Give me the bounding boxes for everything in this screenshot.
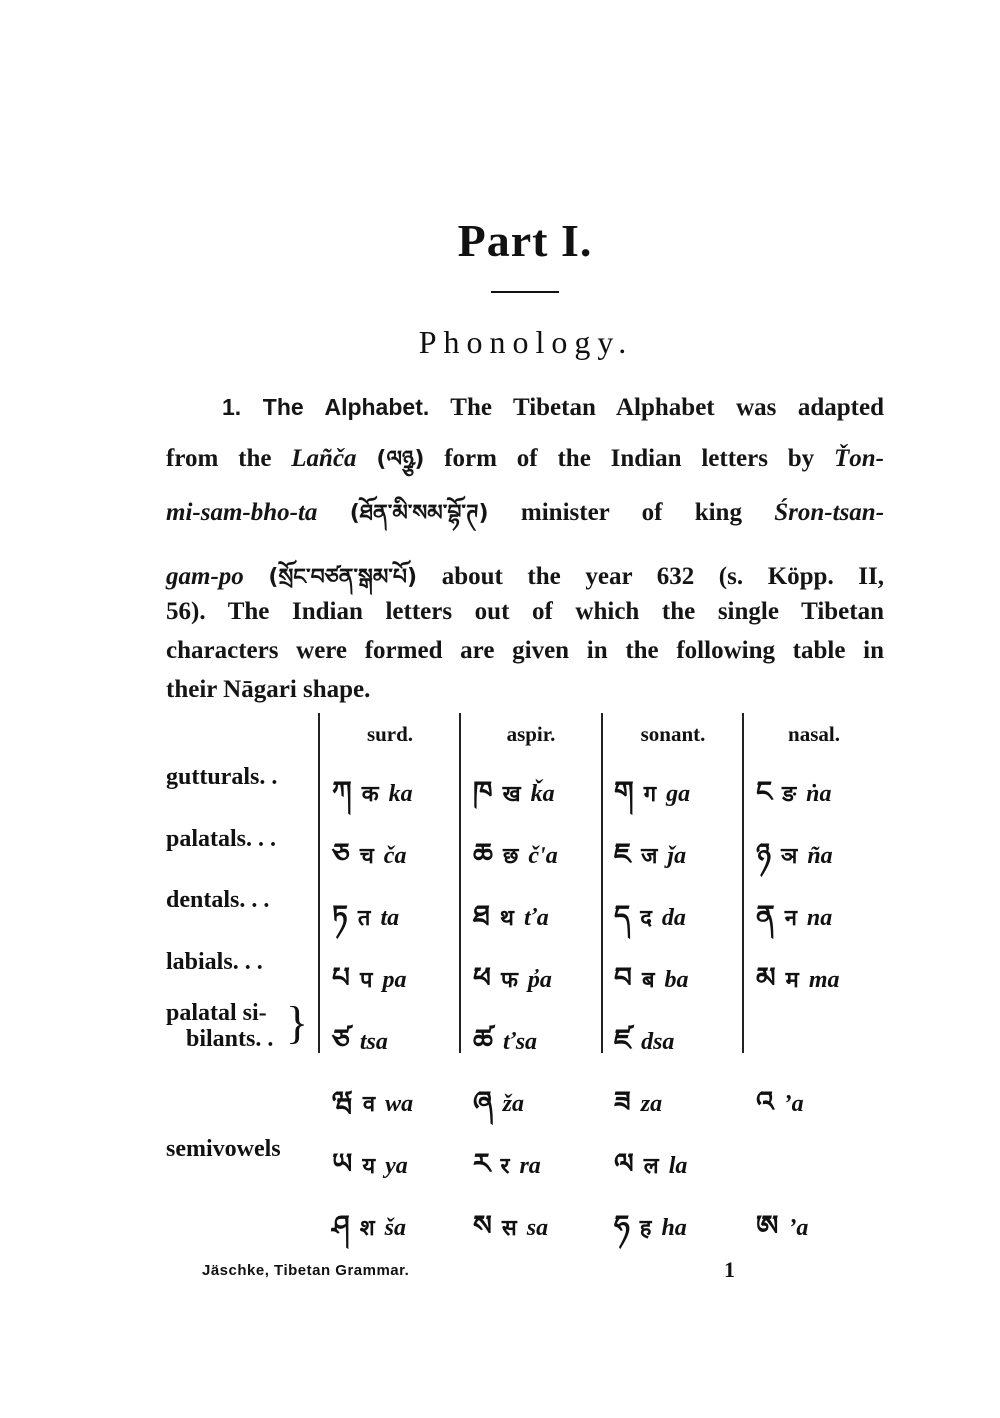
- transliteration: p̓a: [527, 967, 552, 993]
- nagari-letter: त: [357, 906, 371, 931]
- transliteration: ža: [502, 1091, 524, 1117]
- para-line-7: their Nāgari shape.: [166, 676, 371, 703]
- section-heading: 1. The Alphabet.: [222, 394, 430, 420]
- tibetan-letter: ཆ: [473, 837, 493, 870]
- tibetan-letter: ས: [473, 1209, 492, 1242]
- tibetan-letter: བ: [614, 961, 632, 994]
- page-number: 1: [724, 1257, 735, 1282]
- tibetan-letter: ར: [473, 1147, 491, 1180]
- tibetan-letter: ཕ: [473, 961, 491, 994]
- nagari-letter: ज: [641, 844, 658, 869]
- tibetan-script: (སྲོང་བཙན་སྒམ་པོ): [268, 565, 418, 590]
- row-label-palatal-sibilants: [166, 1000, 273, 1052]
- tibetan-letter: ཐ: [473, 899, 490, 932]
- transliteration: pa: [382, 967, 407, 993]
- tibetan-letter: ད: [614, 899, 631, 932]
- transliteration: ča: [383, 843, 407, 869]
- row-label-line: bilants. .: [186, 1026, 274, 1052]
- para-line-6: characters were formed are given in the following table in: [166, 637, 884, 664]
- section-title: Phonology.: [418, 324, 634, 360]
- transliteration: sa: [526, 1215, 549, 1241]
- nagari-letter: य: [362, 1154, 376, 1179]
- column-header-sonant: sonant.: [640, 722, 706, 746]
- nagari-letter: थ: [499, 906, 514, 931]
- tibetan-letter: ཧ: [614, 1209, 630, 1242]
- term-lanca: Lañča: [291, 445, 357, 472]
- nagari-letter: क: [361, 782, 379, 807]
- transliteration: ťa: [523, 905, 549, 931]
- tibetan-letter: ང: [756, 775, 773, 808]
- row-label-dentals: dentals. . .: [166, 887, 270, 913]
- transliteration: dsa: [641, 1029, 675, 1055]
- tibetan-letter: པ: [332, 961, 350, 994]
- column-header-surd: surd.: [366, 722, 414, 746]
- tibetan-letter: ཀ: [332, 775, 352, 808]
- tibetan-letter: ཝ: [332, 1085, 353, 1118]
- name-tonmi: Ťon-: [834, 445, 884, 472]
- nagari-letter: ब: [641, 968, 655, 993]
- nagari-letter: प: [359, 968, 373, 993]
- nagari-letter: फ: [500, 968, 518, 993]
- nagari-letter: ल: [643, 1154, 659, 1179]
- name-king-cont: gam-po: [166, 563, 244, 590]
- para-text: from the: [166, 445, 272, 472]
- table-cell: [614, 1194, 687, 1273]
- tibetan-letter: ཤ: [332, 1209, 350, 1242]
- tibetan-letter: ཛ: [614, 1023, 632, 1056]
- tibetan-letter: ཅ: [332, 837, 350, 870]
- para-line-1: [166, 394, 884, 422]
- para-line-2: [166, 434, 884, 496]
- row-label-gutturals: gutturals. .: [166, 764, 278, 790]
- nagari-letter: च: [359, 844, 374, 869]
- transliteration: ṅa: [806, 781, 832, 807]
- transliteration: ʼa: [788, 1215, 809, 1241]
- table-divider: [459, 713, 461, 1053]
- tibetan-letter: འ: [756, 1085, 774, 1118]
- tibetan-letter: ཨ: [756, 1209, 779, 1242]
- nagari-letter: छ: [502, 844, 519, 869]
- nagari-letter: न: [784, 906, 797, 931]
- tibetan-letter: མ: [756, 961, 776, 994]
- column-header-nasal: nasal.: [788, 722, 840, 746]
- nagari-letter: ञ: [780, 844, 798, 869]
- nagari-letter: व: [362, 1092, 376, 1117]
- nagari-letter: र: [500, 1154, 510, 1179]
- transliteration: da: [661, 905, 686, 931]
- transliteration: ša: [384, 1215, 407, 1241]
- transliteration: ǰa: [667, 843, 687, 869]
- transliteration: ga: [666, 781, 691, 807]
- transliteration: ña: [807, 843, 833, 869]
- transliteration: ta: [380, 905, 400, 931]
- tibetan-script: (ཐོན་མི་སམ་བྷོ་ཊ): [349, 501, 489, 526]
- row-label-semivowels: semivowels: [166, 1136, 281, 1162]
- name-tonmi-cont: mi-sam-bho-ta: [166, 499, 318, 526]
- nagari-letter: श: [359, 1216, 375, 1241]
- table-cell: [756, 946, 839, 1025]
- nagari-letter: स: [501, 1216, 517, 1241]
- nagari-letter: द: [640, 906, 652, 931]
- transliteration: ʼa: [783, 1091, 804, 1117]
- para-line-3: [166, 488, 884, 550]
- table-divider: [318, 713, 320, 1053]
- para-text: minister of king: [520, 499, 742, 526]
- nagari-letter: ख: [502, 782, 521, 807]
- table-divider: [742, 713, 744, 1053]
- transliteration: ma: [808, 967, 840, 993]
- tibetan-letter: ག: [614, 775, 634, 808]
- name-king: Śron-tsan-: [774, 499, 885, 526]
- tibetan-letter: ཏ: [332, 899, 348, 932]
- transliteration: čʹa: [528, 843, 558, 869]
- title-rule: [491, 291, 559, 293]
- column-header-aspir: aspir.: [506, 722, 556, 746]
- tibetan-letter: ཞ: [473, 1085, 493, 1118]
- nagari-letter: ह: [639, 1216, 652, 1241]
- transliteration: ra: [519, 1153, 541, 1179]
- tibetan-letter: ལ: [614, 1147, 634, 1180]
- tibetan-letter: ཟ: [614, 1085, 631, 1118]
- transliteration: ťsa: [502, 1029, 538, 1055]
- nagari-letter: ङ: [782, 782, 797, 807]
- nagari-letter: ग: [643, 782, 657, 807]
- tibetan-letter: ན: [756, 899, 775, 932]
- para-line-5: 56). The Indian letters out of which the single Tibetan: [166, 598, 884, 625]
- tibetan-letter: ཙ: [332, 1023, 350, 1056]
- row-label-line: palatal si-: [166, 1000, 267, 1026]
- para-text: about the year 632 (s. Köpp. II,: [441, 563, 885, 590]
- transliteration: wa: [385, 1091, 414, 1117]
- tibetan-letter: ཚ: [473, 1023, 493, 1056]
- tibetan-letter: ཉ: [756, 837, 771, 870]
- tibetan-letter: ཡ: [332, 1147, 353, 1180]
- transliteration: tsa: [359, 1029, 388, 1055]
- transliteration: ba: [664, 967, 689, 993]
- tibetan-letter: ཇ: [614, 837, 632, 870]
- table-cell: [473, 1194, 548, 1273]
- para-text: form of the Indian letters by: [444, 445, 815, 472]
- table-cell: [756, 1070, 804, 1149]
- transliteration: ka: [388, 781, 413, 807]
- nagari-letter: म: [785, 968, 799, 993]
- tibetan-script: (ལཉྩ): [376, 447, 425, 472]
- transliteration: za: [640, 1091, 663, 1117]
- transliteration: na: [806, 905, 833, 931]
- transliteration: la: [668, 1153, 688, 1179]
- row-label-labials: labials. . .: [166, 949, 263, 975]
- table-cell: [756, 1194, 808, 1273]
- footer-source: Jäschke, Tibetan Grammar.: [202, 1262, 410, 1279]
- tibetan-letter: ཁ: [473, 775, 493, 808]
- transliteration: ha: [661, 1215, 687, 1241]
- row-label-palatals: palatals. . .: [166, 826, 277, 852]
- para-text: The Tibetan Alphabet was adapted: [450, 394, 884, 421]
- transliteration: ǩa: [530, 781, 555, 807]
- page-title: Part I.: [457, 215, 593, 266]
- table-divider: [601, 713, 603, 1053]
- brace: }: [286, 997, 309, 1048]
- transliteration: ya: [385, 1153, 408, 1179]
